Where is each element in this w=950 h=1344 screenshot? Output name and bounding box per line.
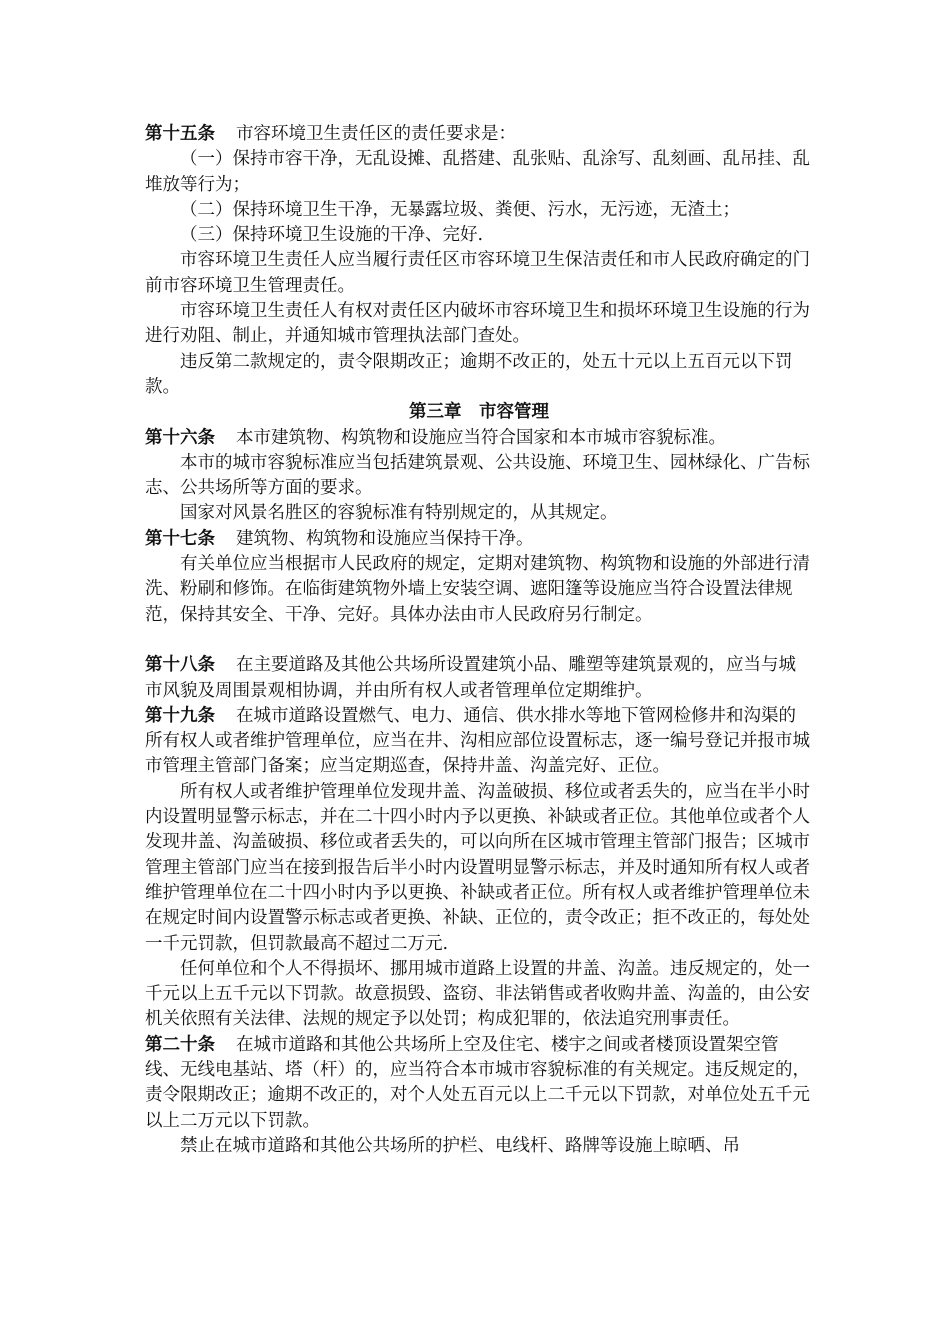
article-text: 市容环境卫生责任区的责任要求是： [236, 124, 516, 144]
article-15-paragraph-3: 违反第二款规定的，责令限期改正；逾期不改正的，处五十元以上五百元以下罚款。 [145, 351, 793, 397]
article-16-paragraph-2: 国家对风景名胜区的容貌标准有特别规定的，从其规定。 [180, 503, 618, 524]
article-19-paragraph-1: 所有权人或者维护管理单位发现井盖、沟盖破损、移位或者丢失的，应当在半小时内设置明显警示标志，并在二十四小时内予以更换、补缺或者正位。其他单位或者个人发现井盖、沟盖破损、移位或者丢失的，可以向所在区城市管理主管部门报告；区城市管理主管部门应当在接到报告后半小时内设置明显警示标志，并及时通知所有权人或者维护管理单位在二十四小时内予以更换、补缺或者正位。所有权人或者维护管理单位未在规定时间内设置警示标志或者更换、补缺、正位的，责令改正；拒不改正的，每处处一千元罚款，但罚款最高不超过二万元. [145, 781, 810, 954]
article-15-item-1: （一）保持市容干净，无乱设摊、乱搭建、乱张贴、乱涂写、乱刻画、乱吊挂、乱堆放等行为； [145, 149, 810, 195]
article-text: 在城市道路设置燃气、电力、通信、供水排水等地下管网检修井和沟渠的所有权人或者维护管理单位，应当在井、沟相应部位设置标志，逐一编号登记并报市城市管理主管部门备案；应当定期巡查，保持井盖、沟盖完好、正位。 [145, 705, 810, 777]
article-15-item-2: （二）保持环境卫生干净，无暴露垃圾、粪便、污水，无污迹，无渣土； [180, 199, 740, 220]
article-text: 在城市道路和其他公共场所上空及住宅、楼宇之间或者楼顶设置架空管线、无线电基站、塔（杆）的，应当符合本市城市容貌标准的有关规定。违反规定的，责令限期改正；逾期不改正的，对个人处五百元以上二千元以下罚款，对单位处五千元以上二万元以下罚款。 [145, 1034, 810, 1131]
article-15-item-3: （三）保持环境卫生设施的干净、完好. [180, 225, 484, 246]
article-heading: 第十五条 [145, 124, 215, 144]
article-19 [145, 704, 813, 780]
article-heading: 第十七条 [145, 528, 215, 549]
article-17 [145, 527, 813, 552]
blank-line [145, 628, 813, 653]
article-text: 建筑物、构筑物和设施应当保持干净。 [236, 528, 534, 549]
article-15-paragraph-2: 市容环境卫生责任人有权对责任区内破坏市容环境卫生和损坏环境卫生设施的行为进行劝阻、制止，并通知城市管理执法部门查处。 [145, 301, 810, 347]
article-15-paragraph-1: 市容环境卫生责任人应当履行责任区市容环境卫生保洁责任和市人民政府确定的门前市容环境卫生管理责任。 [145, 250, 810, 296]
article-19-paragraph-2: 任何单位和个人不得损坏、挪用城市道路上设置的井盖、沟盖。违反规定的，处一千元以上五千元以下罚款。故意损毁、盗窃、非法销售或者收购井盖、沟盖的，由公安机关依照有关法律、法规的规定予以处罚；构成犯罪的，依法追究刑事责任。 [145, 958, 810, 1030]
chapter-title: 第三章 市容管理 [409, 402, 549, 423]
article-heading: 第二十条 [145, 1034, 215, 1055]
article-16 [145, 426, 813, 451]
article-heading: 第十九条 [145, 705, 215, 726]
article-17-paragraph-1: 有关单位应当根据市人民政府的规定，定期对建筑物、构筑物和设施的外部进行清洗、粉刷和修饰。在临街建筑物外墙上安装空调、遮阳篷等设施应当符合设置法律规范，保持其安全、干净、完好。具体办法由市人民政府另行制定。 [145, 554, 810, 625]
article-15 [145, 122, 813, 147]
article-18 [145, 653, 813, 704]
article-text: 在主要道路及其他公共场所设置建筑小品、雕塑等建筑景观的，应当与城市风貌及周围景观相协调，并由所有权人或者管理单位定期维护。 [145, 655, 796, 701]
article-16-paragraph-1: 本市的城市容貌标准应当包括建筑景观、公共设施、环境卫生、园林绿化、广告标志、公共场所等方面的要求。 [145, 452, 810, 499]
article-20 [145, 1033, 813, 1134]
document-body [145, 122, 813, 1159]
article-text: 本市建筑物、构筑物和设施应当符合国家和本市城市容貌标准。 [236, 427, 726, 448]
article-heading: 第十八条 [145, 655, 215, 676]
article-heading: 第十六条 [145, 427, 215, 448]
article-20-paragraph-1: 禁止在城市道路和其他公共场所的护栏、电线杆、路牌等设施上晾晒、吊 [180, 1135, 740, 1156]
